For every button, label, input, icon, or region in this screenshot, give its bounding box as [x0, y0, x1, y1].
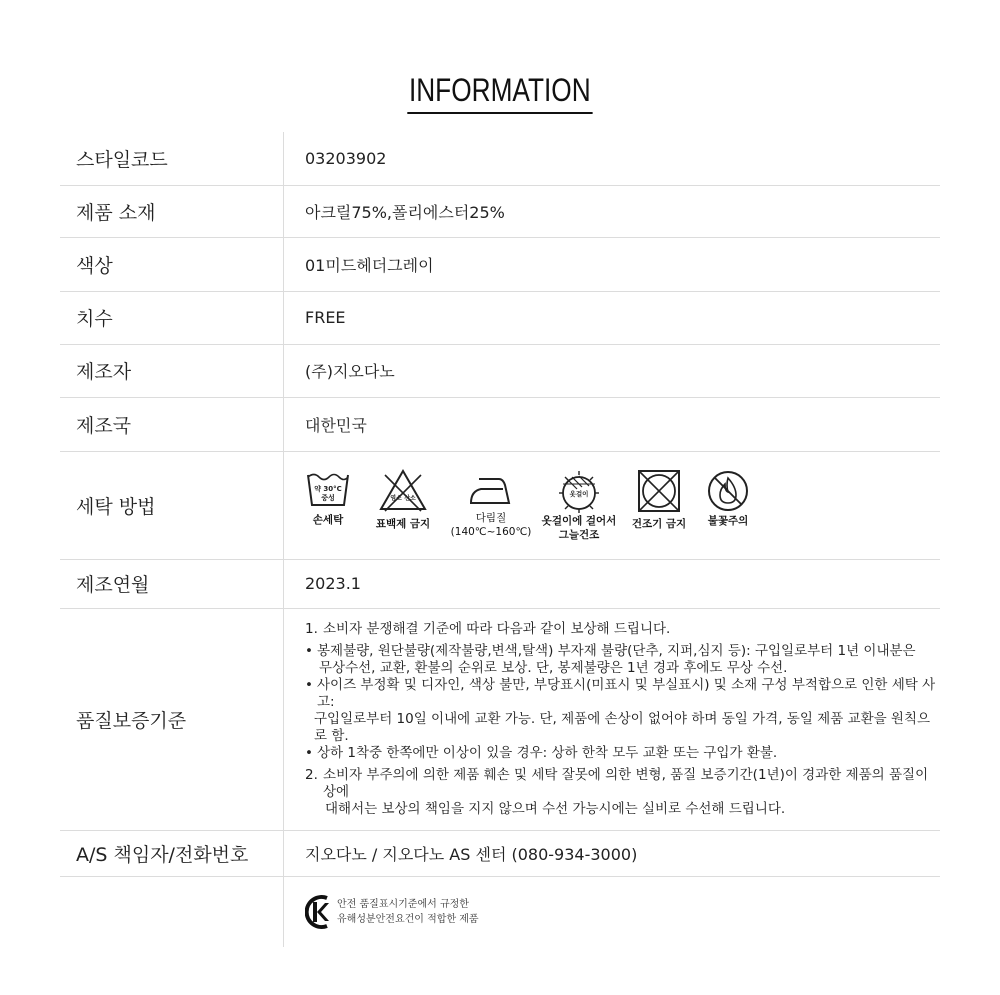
label-kc-empty	[60, 876, 284, 947]
quality-bullet-2: • 사이즈 부정확 및 디자인, 색상 불만, 부당표시(미표시 및 부실표시) 및 소재 구성 부적합으로 인한 세탁 사고: 구입일로부터 10일 이내에 교환 가능. 단, 제품에 손상이 없어야 하며 동일 가격, 동일 제품 교환을 원칙으로 함.	[305, 677, 940, 745]
hang-dry-item	[539, 469, 619, 542]
kc-mark-icon	[305, 894, 331, 930]
hand-wash-caption: 손세탁	[312, 513, 344, 526]
kc-text-line-2: 유해성분안전요건이 적합한 제품	[337, 913, 479, 925]
quality-item-1-num: 1.	[305, 620, 318, 637]
quality-item-2-line-1: 소비자 부주의에 의한 제품 훼손 및 세탁 잘못에 의한 변형, 품질 보증기간(1년)이 경과한 제품의 품질이상에	[323, 766, 929, 800]
iron-caption: 다림질	[475, 511, 507, 524]
quality-bullet-3-line-1: 상하 1착중 한쪽에만 이상이 있을 경우: 상하 한착 모두 교환 또는 구입가 환불.	[317, 744, 778, 761]
kc-text-line-1: 안전 품질표시기준에서 규정한	[337, 898, 469, 910]
iron-temp-caption: (140℃~160℃)	[450, 525, 532, 538]
no-bleach-caption: 표백제 금지	[375, 517, 431, 530]
kc-certification	[305, 894, 940, 930]
hand-wash-neutral: 중성	[321, 493, 335, 502]
hand-wash-icon	[306, 469, 350, 509]
row-maker	[60, 344, 940, 397]
hand-wash-temp: 약 30°C	[314, 484, 342, 493]
quality-bullet-1-line-2: 무상수선, 교환, 환불의 순위로 보상. 단, 봉제불량은 1년 경과 후에도 무상 수선.	[319, 659, 788, 676]
no-bleach-oxygen: 산소	[404, 494, 416, 502]
label-country: 제조국	[60, 397, 284, 451]
quality-item-2	[305, 767, 940, 818]
fire-caption: 불꽃주의	[707, 514, 749, 527]
quality-item-2-num: 2.	[305, 766, 318, 783]
row-quality	[60, 608, 940, 830]
label-material: 제품 소재	[60, 185, 284, 237]
iron-icon	[469, 469, 513, 507]
no-bleach-chlorine: 염소	[390, 494, 402, 502]
no-dryer-item	[629, 469, 689, 531]
quality-item-1-text: 소비자 분쟁해결 기준에 따라 다음과 같이 보상해 드립니다.	[323, 620, 671, 637]
quality-bullet-2-line-2: 구입일로부터 10일 이내에 교환 가능. 단, 제품에 손상이 없어야 하며 동일 가격, 동일 제품 교환을 원칙으로 함.	[314, 710, 931, 744]
no-bleach-icon	[379, 469, 427, 513]
label-color: 색상	[60, 237, 284, 291]
hang-dry-hanger-text: 옷걸이	[569, 489, 589, 498]
iron-item	[450, 469, 532, 539]
value-style-code: 03203902	[284, 132, 941, 185]
quality-item-2-line-2: 대해서는 보상의 책임을 지지 않으며 수선 가능시에는 실비로 수선해 드립니다.	[325, 800, 786, 817]
label-washing: 세탁 방법	[60, 451, 284, 559]
no-dryer-caption: 건조기 금지	[631, 517, 687, 530]
value-as: 지오다노 / 지오다노 AS 센터 (080-934-3000)	[284, 830, 941, 876]
hand-wash-item	[305, 469, 351, 527]
fire-item	[703, 469, 753, 528]
hang-dry-shade-icon	[557, 469, 601, 513]
row-material	[60, 185, 940, 237]
quality-bullet-3: • 상하 1착중 한쪽에만 이상이 있을 경우: 상하 한착 모두 교환 또는 구입가 환불.	[305, 744, 778, 761]
page-title: INFORMATION	[407, 70, 592, 114]
row-country	[60, 397, 940, 451]
quality-text	[305, 609, 940, 830]
row-date	[60, 559, 940, 608]
quality-bullet-1-line-1: 봉제불량, 원단불량(제작불량,변색,탈색) 부자재 불량(단추, 지퍼,심지 등): 구입일로부터 1년 이내분은	[317, 642, 916, 659]
hang-dry-caption: 옷걸이에 걸어서	[541, 514, 617, 527]
no-bleach-item	[373, 469, 433, 531]
row-washing	[60, 451, 940, 559]
value-washing	[284, 451, 941, 559]
info-table	[60, 132, 940, 947]
value-quality	[284, 608, 941, 830]
row-style-code	[60, 132, 940, 185]
value-date: 2023.1	[284, 559, 941, 608]
row-size	[60, 291, 940, 344]
quality-item-1	[305, 621, 940, 638]
row-as	[60, 830, 940, 876]
row-color	[60, 237, 940, 291]
label-as: A/S 책임자/전화번호	[60, 830, 284, 876]
label-size: 치수	[60, 291, 284, 344]
value-material: 아크릴75%,폴리에스터25%	[284, 185, 941, 237]
label-maker: 제조자	[60, 344, 284, 397]
quality-bullet-1: • 봉제불량, 원단불량(제작불량,변색,탈색) 부자재 불량(단추, 지퍼,심지 등): 구입일로부터 1년 이내분은 무상수선, 교환, 환불의 순위로 보상. 단, 봉제불량은 1년 경과 후에도 무상 수선.	[305, 642, 916, 676]
label-style-code: 스타일코드	[60, 132, 284, 185]
label-date: 제조연월	[60, 559, 284, 608]
washing-icons	[305, 469, 940, 542]
row-kc	[60, 876, 940, 947]
no-tumble-dry-icon	[637, 469, 681, 513]
value-kc	[284, 876, 941, 947]
value-color: 01미드헤더그레이	[284, 237, 941, 291]
value-country: 대한민국	[284, 397, 941, 451]
value-size: FREE	[284, 291, 941, 344]
quality-bullet-2-line-1: 사이즈 부정확 및 디자인, 색상 불만, 부당표시(미표시 및 부실표시) 및 소재 구성 부적합으로 인한 세탁 사고:	[317, 676, 936, 710]
value-maker: (주)지오다노	[284, 344, 941, 397]
label-quality: 품질보증기준	[60, 608, 284, 830]
flame-caution-icon	[706, 469, 750, 513]
hang-dry-caption-2: 그늘건조	[558, 528, 600, 541]
